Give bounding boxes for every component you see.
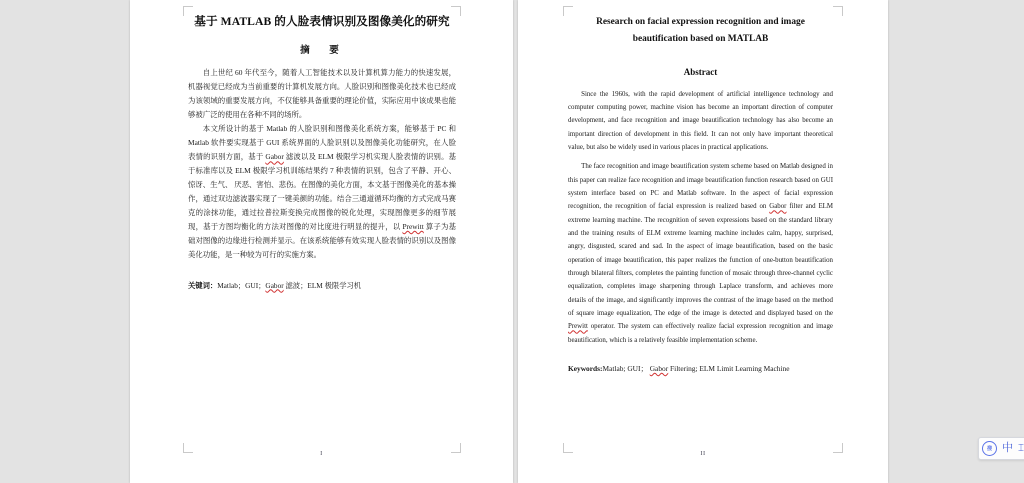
page-1-document-title: 基于 MATLAB 的人脸表情识别及图像美化的研究	[194, 15, 450, 28]
page-2-title-line-1: Research on facial expression recognition and image	[596, 17, 805, 27]
page-2-title-line-2: beautification based on MATLAB	[632, 34, 769, 45]
page-1-keywords-label: 关键词：	[188, 280, 218, 290]
spellcheck-underline: Gabor	[265, 152, 284, 162]
ime-logo-icon[interactable]: 搜	[982, 441, 997, 456]
spellcheck-underline: Gabor	[265, 280, 284, 290]
page-2-keywords-label: Keywords:	[568, 364, 603, 374]
page-1-text-body	[188, 14, 456, 292]
document-page-2[interactable]	[518, 0, 888, 483]
page-2-page-number: II	[700, 450, 706, 457]
document-page-1[interactable]	[130, 0, 513, 483]
page-1-content	[130, 0, 513, 483]
page-1-paragraph-1: 自上世纪 60 年代至今，随着人工智能技术以及计算机算力能力的快速发展，机器视觉已经成为当前重要的计算机发展方向。人脸识别和图像美化技术也已经成为该领域的重要发展方向，不仅能够具备重要的理论价值，实际应用中该成果也能够被广泛的使用在各种不同的场所。	[188, 67, 456, 119]
page-2-document-title	[568, 14, 833, 49]
spellcheck-underline: Gabor	[769, 203, 787, 211]
page-2-keywords-value: Matlab; GUI； Gabor Filtering; ELM Limit Learning Machine	[602, 364, 790, 374]
page-2-content	[518, 0, 888, 483]
page-2-paragraph-1: Since the 1960s, with the rapid development of artificial intelligence technology and computer computing power, machine vision has become an important direction of computer development, and face recognition and image beautification technology has also become an important direction of development in this field. It can not only have important theoretical value, but also be widely used in various places in practical applications.	[568, 90, 833, 152]
ime-keyboard-icon[interactable]: ⌶	[1018, 442, 1024, 454]
page-2-paragraph-2: The face recognition and image beautification system scheme based on Matlab designed in this paper can realize face recognition and image beautification function research based on GUI system interface based on PC and Matlab software. In the aspect of facial expression recognition, the recognition of facial expression is realized based on Gabor filter and ELM extreme learning machine. The recognition of seven expressions based on the standard library and the training results of ELM extreme learning machine includes calm, happy, surprised, angry, disgusted, scared and sad. In the aspect of image beautification, based on the basic operation of image beautification, this paper realizes the function of one-button beautification through bilateral filters, completes the painting function of mosaic through three-channel cyclic equalization, completes image sharpening through Laplace transform, and achieves more details of the image, and significantly improves the contrast of the image based on the method of square image equalization, The edge of the image is detected and displayed based on the Prewitt operator. The system can effectively realize facial expression recognition and image beautification, which is a relatively feasible implementation scheme.	[568, 163, 833, 344]
ime-language-mode-button[interactable]: 中	[1002, 442, 1013, 454]
ime-toolbar[interactable]	[978, 437, 1024, 460]
spellcheck-underline: Gabor	[649, 364, 669, 374]
spellcheck-underline: Prewitt	[568, 323, 588, 331]
text-boundary-corner-top-right-icon	[833, 6, 843, 16]
page-2-keywords-line	[568, 362, 833, 375]
page-1-keywords-value: Matlab；GUI；Gabor 滤波；ELM 极限学习机	[217, 280, 362, 290]
page-1-page-number: I	[320, 450, 323, 457]
page-1-abstract-heading: 摘 要	[300, 44, 344, 56]
page-1-keywords-line	[188, 279, 456, 292]
page-2-abstract-heading: Abstract	[683, 66, 718, 77]
page-1-paragraph-2: 本文所设计的基于 Matlab 的人脸识别和图像美化系统方案，能够基于 PC 和 Matlab 软件要实现基于 GUI 系统界面的人脸识别以及图像美化功能研究，在人脸表情的识别方面，基于 Gabor 滤波以及 ELM 极限学习机实现人脸表情的识别。基于标准库以及 ELM 极限学习机训练结果约 7 种表情的识别，包含了平静、开心、惊讶、生气、 厌恶、害怕、悲伤。在图像的美化方面，本文基于图像美化的基本操作，通过双边滤波器实现了一键美颜的功能。结合三通道循环均衡的方式完成马赛克的涂抹功能，通过拉普拉斯变换完成图像的锐化处理，实现图像更多的细节展现，基于方图均衡化的方法对图像的对比度进行明显的提升，以 Prewitt 算子为基础对图像的边缘进行检测并显示。在该系统能够有效实现人脸表情的识别以及图像美化功能，是一种较为可行的实施方案。	[188, 124, 456, 259]
page-2-text-body	[568, 14, 833, 375]
spellcheck-underline: Prewitt	[402, 221, 424, 231]
